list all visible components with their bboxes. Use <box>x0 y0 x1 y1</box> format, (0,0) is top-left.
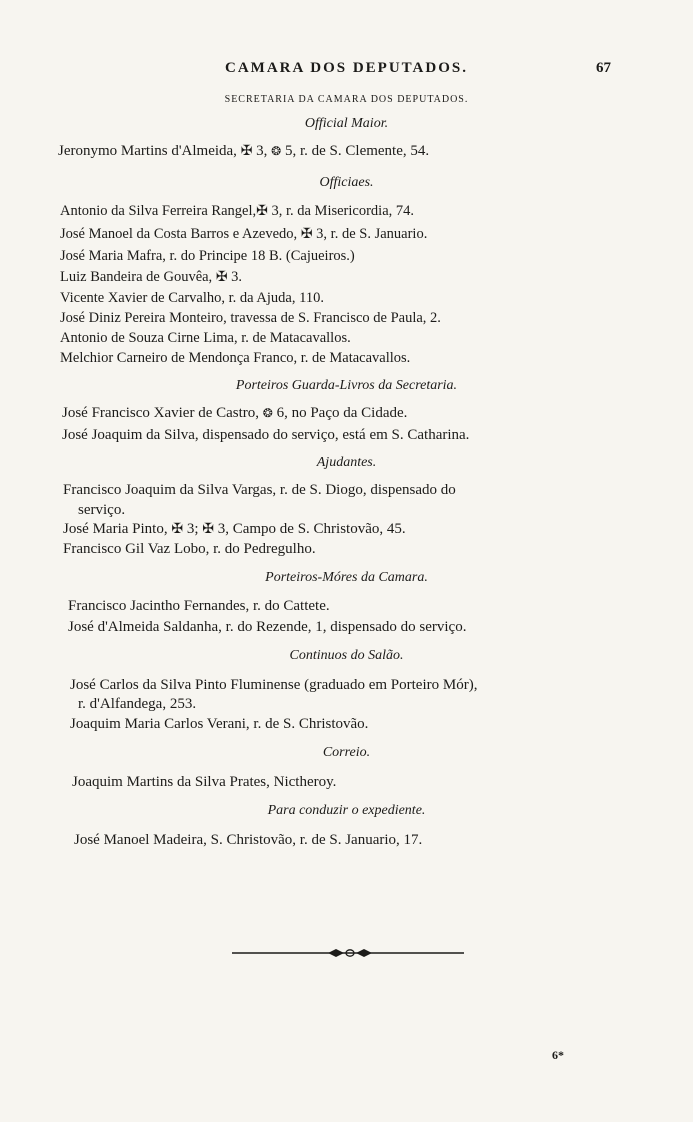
entry-text: José Carlos da Silva Pinto Fluminense (graduado em Porteiro Mór), <box>70 677 478 693</box>
entry <box>74 832 422 849</box>
entry-text: 3. <box>227 269 243 285</box>
entry <box>60 203 414 220</box>
running-head: CAMARA DOS DEPUTADOS. <box>225 60 468 76</box>
entry-text: Luiz Bandeira de Gouvêa, <box>60 269 216 285</box>
entry-text: Francisco Jacintho Fernandes, r. do Cattete. <box>68 598 330 614</box>
entry-text: serviço. <box>78 502 126 518</box>
entry-text: 3; <box>183 521 203 537</box>
medal-insignia-icon: ❂ <box>271 144 282 158</box>
cross-insignia-icon: ✠ <box>256 204 268 219</box>
medal-insignia-icon: ❂ <box>262 406 273 420</box>
cross-insignia-icon: ✠ <box>171 522 184 537</box>
entry <box>78 696 196 713</box>
entry-text: 5, r. de S. Clemente, 54. <box>281 143 430 159</box>
entry-text: José Diniz Pereira Monteiro, travessa de S. Francisco de Paula, 2. <box>60 310 441 326</box>
entry <box>60 248 355 265</box>
entry <box>60 310 441 327</box>
cross-insignia-icon: ✠ <box>300 227 313 242</box>
entry-text: Joaquim Maria Carlos Verani, r. de S. Christovão. <box>70 716 369 732</box>
section-heading: Para conduzir o expediente. <box>267 803 426 818</box>
entry <box>58 143 429 160</box>
entry-text: Francisco Joaquim da Silva Vargas, r. de S. Diogo, dispensado do <box>63 482 456 498</box>
secretaria-heading: SECRETARIA DA CAMARA DOS DEPUTADOS. <box>224 94 469 105</box>
section-heading: Officiaes. <box>319 175 374 190</box>
entry-text: 6, no Paço da Cidade. <box>272 405 408 421</box>
entry-text: r. d'Alfandega, 253. <box>78 696 197 712</box>
entry <box>60 290 324 307</box>
entry <box>78 502 125 519</box>
entry <box>72 774 336 791</box>
entry <box>60 330 351 347</box>
entry <box>63 482 456 499</box>
entry-text: José Joaquim da Silva, dispensado do serviço, está em S. Catharina. <box>62 427 470 443</box>
entry <box>60 350 410 367</box>
entry-text: Joaquim Martins da Silva Prates, Nictheroy. <box>72 774 337 790</box>
entry-text: Francisco Gil Vaz Lobo, r. do Pedregulho. <box>63 541 316 557</box>
section-heading: Correio. <box>322 745 371 760</box>
entry <box>62 427 469 444</box>
entry <box>63 541 316 558</box>
entry-text: José Maria Mafra, r. do Principe 18 B. (Cajueiros.) <box>60 248 355 264</box>
entry <box>60 269 242 286</box>
page-number: 67 <box>596 60 611 76</box>
entry-text: 3, <box>252 143 272 159</box>
section-heading: Ajudantes. <box>316 455 377 470</box>
section-heading: Porteiros-Móres da Camara. <box>265 570 428 585</box>
section-heading: Porteiros Guarda-Livros da Secretaria. <box>235 378 458 393</box>
rule-diamond <box>356 949 372 957</box>
entry <box>68 619 466 636</box>
entry-text: Vicente Xavier de Carvalho, r. da Ajuda, 110. <box>60 290 324 306</box>
entry-text: José Manoel Madeira, S. Christovão, r. de S. Januario, 17. <box>74 832 423 848</box>
entry-text: Jeronymo Martins d'Almeida, <box>58 143 241 159</box>
entry-text: José Manoel da Costa Barros e Azevedo, <box>60 226 301 242</box>
cross-insignia-icon: ✠ <box>240 144 253 159</box>
entry-text: José d'Almeida Saldanha, r. do Rezende, 1, dispensado do serviço. <box>68 619 467 635</box>
entry <box>62 405 407 422</box>
cross-insignia-icon: ✠ <box>202 522 214 537</box>
entry <box>63 521 406 538</box>
section-heading: Continuos do Salão. <box>289 648 404 663</box>
ornamental-rule <box>232 946 464 960</box>
section-heading: Official Maior. <box>304 116 389 131</box>
entry-text: Antonio de Souza Cirne Lima, r. de Matacavallos. <box>60 330 351 346</box>
entry <box>70 716 368 733</box>
entry-text: 3, r. da Misericordia, 74. <box>267 203 415 219</box>
entry-text: Melchior Carneiro de Mendonça Franco, r. de Matacavallos. <box>60 350 411 366</box>
entry-text: José Francisco Xavier de Castro, <box>62 405 263 421</box>
entry <box>70 677 477 694</box>
cross-insignia-icon: ✠ <box>215 270 228 285</box>
entry-text: José Maria Pinto, <box>63 521 172 537</box>
entry-text: Antonio da Silva Ferreira Rangel, <box>60 203 257 219</box>
entry-text: 3, r. de S. Januario. <box>312 226 428 242</box>
entry-text: 3, Campo de S. Christovão, 45. <box>213 521 406 537</box>
entry <box>68 598 330 615</box>
entry <box>60 226 427 243</box>
rule-diamond <box>328 949 344 957</box>
signature-mark: 6* <box>552 1048 564 1062</box>
